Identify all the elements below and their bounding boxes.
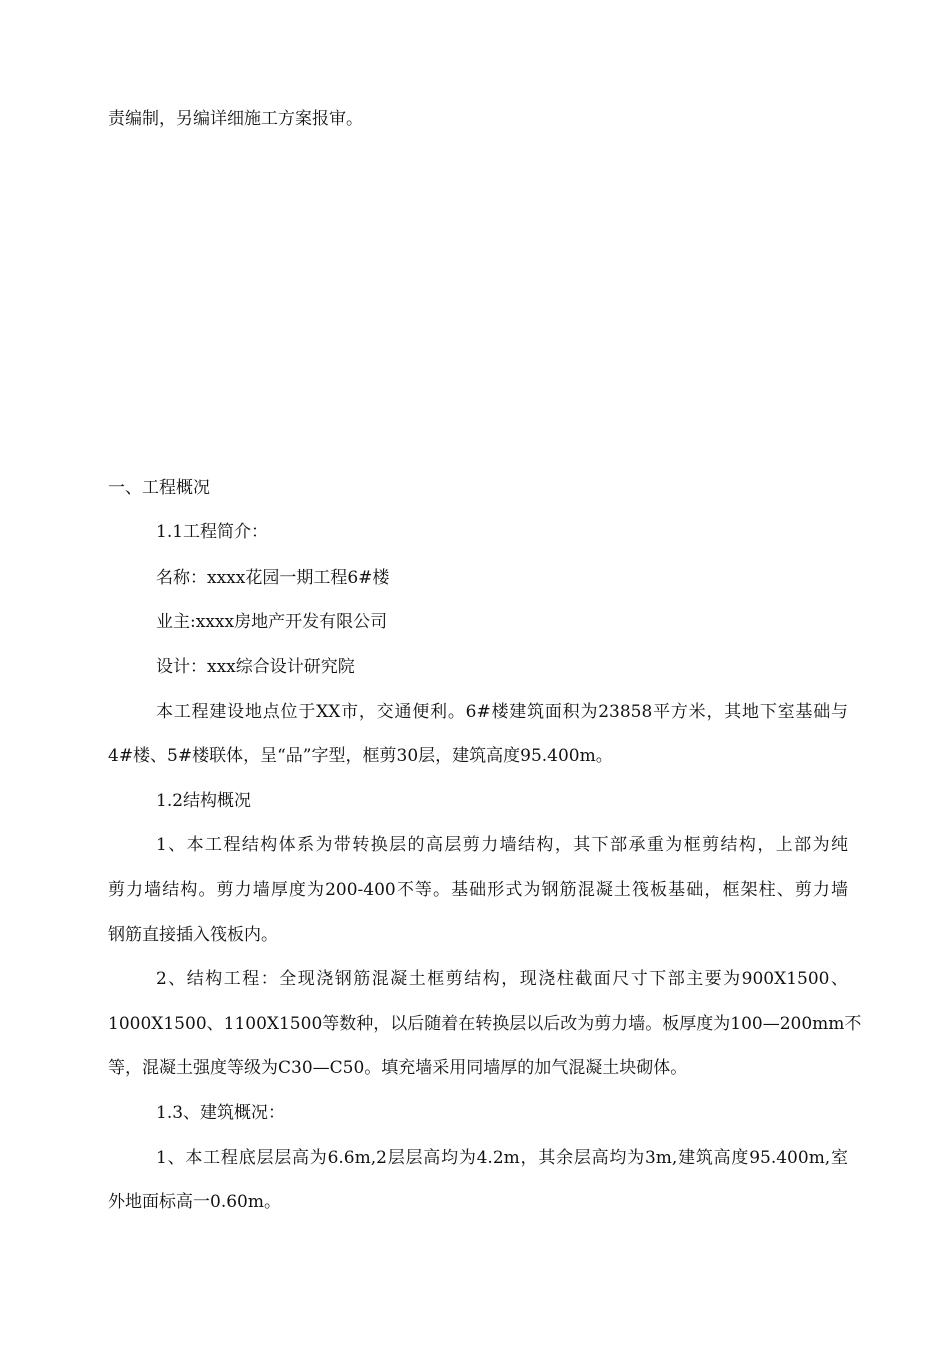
architecture-item1-line-1: 1、本工程底层层高为6.6m,2层层高均为4.2m，其余层高均为3m,建筑高度95.400m,室 [156, 1148, 848, 1168]
subsection-title-1-3: 1.3、建筑概况： [156, 1103, 286, 1123]
subsection-title-1-2: 1.2结构概况 [156, 791, 252, 811]
structure-item1-line-2: 剪力墙结构。剪力墙厚度为200-400不等。基础形式为钢筋混凝土筏板基础，框架柱、剪力墙 [108, 880, 848, 900]
section-heading: 一、工程概况 [108, 478, 210, 498]
structure-item2-line-2: 1000X1500、1100X1500等数种，以后随着在转换层以后改为剪力墙。板厚度为100—200mm不 [108, 1014, 862, 1034]
project-description-line-2: 4#楼、5#楼联体，呈“品”字型，框剪30层，建筑高度95.400m。 [108, 746, 613, 766]
structure-item1-line-1: 1、本工程结构体系为带转换层的高层剪力墙结构，其下部承重为框剪结构，上部为纯 [156, 835, 848, 855]
intro-continuation-text: 责编制，另编详细施工方案报审。 [108, 109, 363, 129]
project-description-line-1: 本工程建设地点位于XX市，交通便利。6#楼建筑面积为23858平方米，其地下室基础与 [156, 702, 848, 722]
structure-item1-line-3: 钢筋直接插入筏板内。 [108, 925, 278, 945]
architecture-item1-line-2: 外地面标高一0.60m。 [108, 1192, 281, 1212]
structure-item2-line-1: 2、结构工程：全现浇钢筋混凝土框剪结构，现浇柱截面尺寸下部主要为900X1500、 [156, 969, 848, 989]
project-design-line: 设计：xxx综合设计研究院 [156, 657, 355, 677]
subsection-title-1-1: 1.1工程简介： [156, 522, 269, 542]
project-owner-line: 业主:xxxx房地产开发有限公司 [156, 612, 388, 632]
project-name-line: 名称：xxxx花园一期工程6#楼 [156, 568, 390, 588]
structure-item2-line-3: 等，混凝土强度等级为C30—C50。填充墙采用同墙厚的加气混凝土块砌体。 [108, 1058, 688, 1078]
